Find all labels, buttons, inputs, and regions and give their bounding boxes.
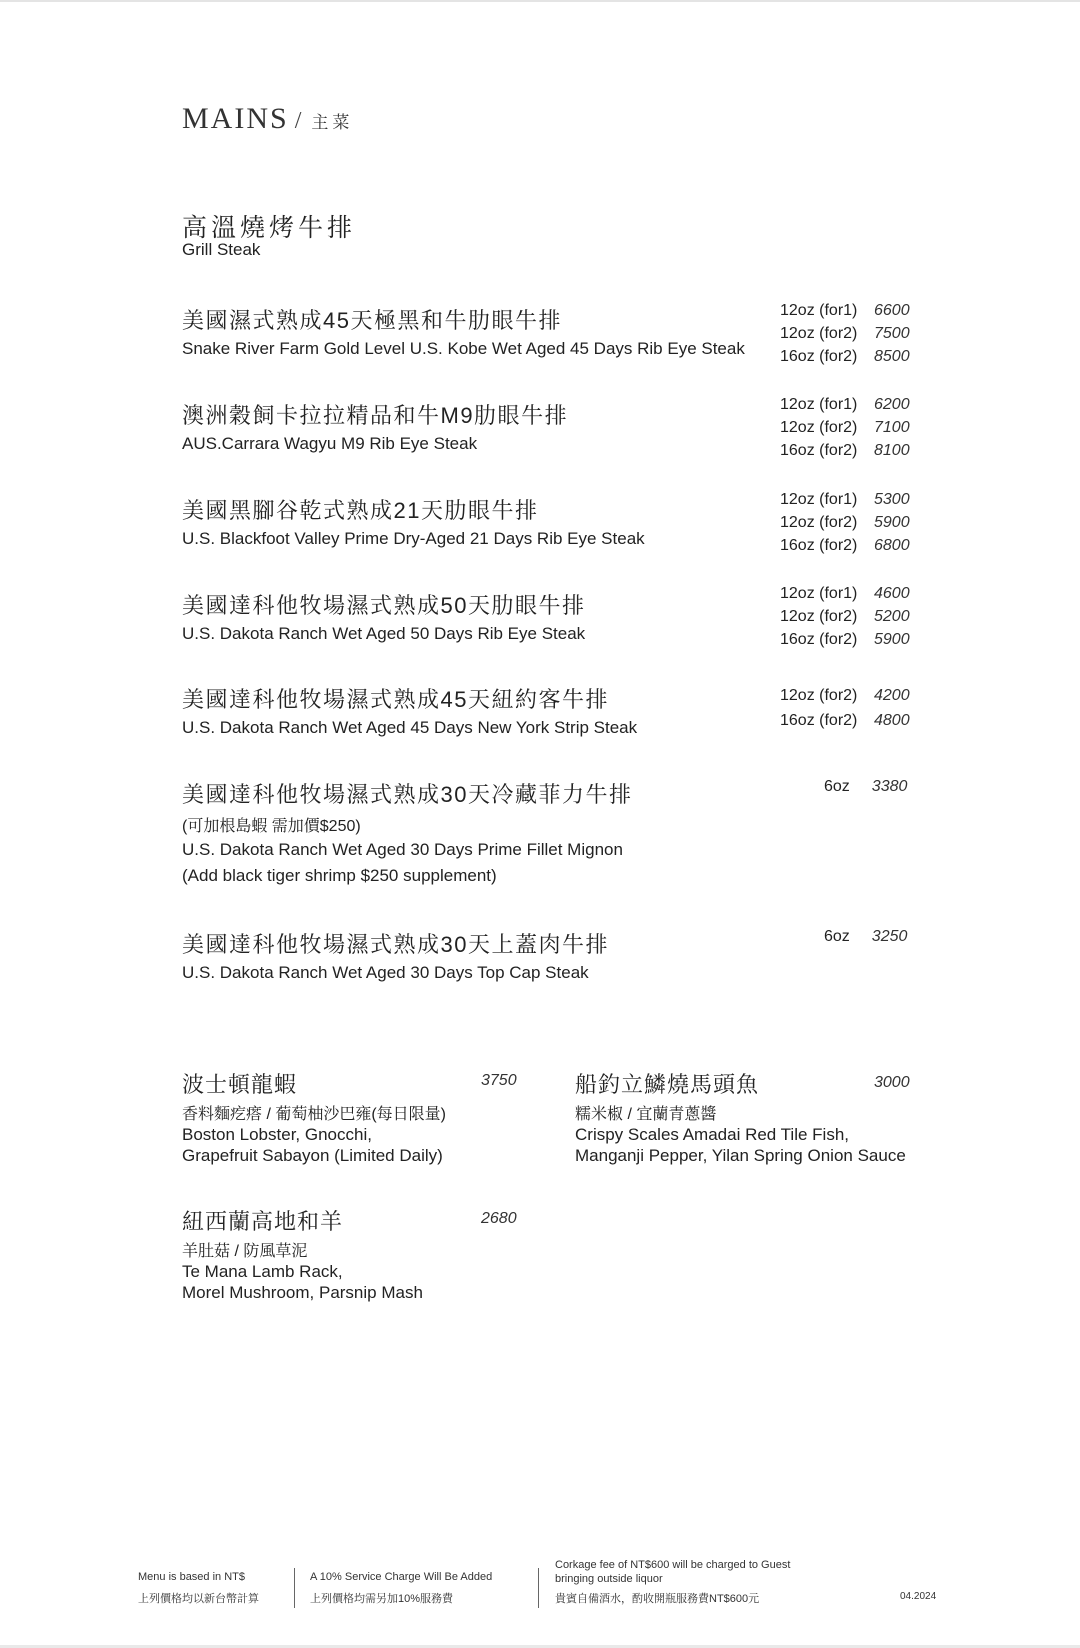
price: 5900 bbox=[874, 513, 910, 531]
portion: 6oz bbox=[824, 778, 850, 795]
price-row bbox=[780, 393, 910, 416]
item-name-en: U.S. Dakota Ranch Wet Aged 50 Days Rib Eye Steak bbox=[182, 624, 586, 643]
item-name-zh: 船釣立鱗燒馬頭魚 bbox=[575, 1072, 760, 1097]
price-row bbox=[780, 416, 910, 439]
footer-currency-en: Menu is based in NT$ bbox=[138, 1571, 245, 1583]
price: 4600 bbox=[874, 584, 910, 602]
item-note-zh: (可加根島蝦 需加價$250) bbox=[182, 818, 361, 835]
footer-date: 04.2024 bbox=[900, 1591, 937, 1602]
menu-item bbox=[182, 399, 568, 454]
price: 6600 bbox=[874, 301, 910, 319]
item-description-en: Morel Mushroom, Parsnip Mash bbox=[182, 1283, 423, 1302]
item-name-zh: 美國濕式熟成45天極黑和牛肋眼牛排 bbox=[182, 308, 562, 333]
portion: 12oz (for2) bbox=[780, 513, 858, 531]
price: 3750 bbox=[481, 1072, 517, 1089]
item-description-zh: 香料麵疙瘩 / 葡萄柚沙巴雍(每日限量) bbox=[182, 1106, 446, 1123]
title-zh: 主菜 bbox=[311, 113, 354, 132]
price: 4200 bbox=[874, 686, 910, 704]
special-item bbox=[182, 1205, 423, 1303]
price: 7100 bbox=[874, 418, 910, 436]
item-description-zh: 糯米椒 / 宜蘭青蔥醬 bbox=[575, 1106, 717, 1123]
price-list bbox=[780, 299, 910, 368]
footer-corkage-zh: 貴賓自備酒水，酌收開瓶服務費NT$600元 bbox=[555, 1593, 760, 1605]
portion: 16oz (for2) bbox=[780, 536, 858, 554]
price-list bbox=[780, 582, 910, 651]
price-row bbox=[780, 605, 910, 628]
price-row bbox=[780, 322, 910, 345]
item-name-en: AUS.Carrara Wagyu M9 Rib Eye Steak bbox=[182, 434, 478, 453]
price-row bbox=[780, 299, 910, 322]
item-name-zh: 美國黑腳谷乾式熟成21天肋眼牛排 bbox=[182, 498, 539, 523]
price: 8500 bbox=[874, 347, 910, 365]
portion: 12oz (for1) bbox=[780, 490, 858, 508]
price-list bbox=[780, 488, 910, 557]
menu-item bbox=[182, 304, 745, 359]
price: 6200 bbox=[874, 395, 910, 413]
footer-corkage-en: Corkage fee of NT$600 will be charged to Guest bbox=[555, 1559, 791, 1571]
item-name-en: U.S. Dakota Ranch Wet Aged 30 Days Top Cap Steak bbox=[182, 963, 589, 982]
item-note-en: (Add black tiger shrimp $250 supplement) bbox=[182, 866, 497, 885]
footer-divider bbox=[538, 1568, 539, 1608]
price: 8100 bbox=[874, 441, 910, 459]
portion: 12oz (for1) bbox=[780, 584, 858, 602]
item-name-zh: 紐西蘭高地和羊 bbox=[182, 1209, 344, 1234]
footer-divider bbox=[294, 1568, 295, 1608]
item-name-en: Boston Lobster, Gnocchi, bbox=[182, 1125, 372, 1144]
item-description-en: Manganji Pepper, Yilan Spring Onion Sauce bbox=[575, 1146, 906, 1165]
price: 2680 bbox=[481, 1210, 517, 1227]
item-name-en: Te Mana Lamb Rack, bbox=[182, 1262, 343, 1281]
portion: 12oz (for2) bbox=[780, 418, 858, 436]
price: 3250 bbox=[871, 928, 908, 945]
footer-corkage-en-line2: bringing outside liquor bbox=[555, 1573, 663, 1585]
special-item bbox=[575, 1068, 906, 1166]
item-name-zh: 澳洲穀飼卡拉拉精品和牛M9肋眼牛排 bbox=[182, 403, 569, 428]
price-row bbox=[780, 534, 910, 557]
item-name-zh: 美國達科他牧場濕式熟成30天上蓋肉牛排 bbox=[182, 932, 609, 957]
portion: 12oz (for2) bbox=[780, 686, 858, 704]
title-separator: / bbox=[294, 108, 304, 134]
price-row bbox=[824, 778, 907, 796]
portion: 12oz (for2) bbox=[780, 607, 858, 625]
portion: 12oz (for1) bbox=[780, 395, 858, 413]
portion: 12oz (for2) bbox=[780, 324, 858, 342]
price: 5200 bbox=[874, 607, 910, 625]
portion: 6oz bbox=[824, 928, 850, 945]
portion: 16oz (for2) bbox=[780, 711, 858, 729]
price-row bbox=[780, 439, 910, 462]
menu-item bbox=[182, 928, 609, 983]
price-row bbox=[780, 582, 910, 605]
price-row bbox=[780, 511, 910, 534]
price-row bbox=[780, 683, 910, 708]
item-name-en: Snake River Farm Gold Level U.S. Kobe Wet Aged 45 Days Rib Eye Steak bbox=[182, 339, 745, 358]
menu-item bbox=[182, 589, 585, 644]
page-title bbox=[182, 102, 353, 136]
price: 3000 bbox=[874, 1074, 910, 1091]
price-row bbox=[780, 708, 910, 733]
price: 5900 bbox=[874, 630, 910, 648]
price-list bbox=[780, 393, 910, 462]
price: 6800 bbox=[874, 536, 910, 554]
title-en: MAINS bbox=[182, 102, 289, 135]
item-name-en: Crispy Scales Amadai Red Tile Fish, bbox=[575, 1125, 849, 1144]
price-row bbox=[780, 488, 910, 511]
menu-item bbox=[182, 683, 637, 738]
footer-service-zh: 上列價格均需另加10%服務費 bbox=[310, 1593, 454, 1605]
item-description-en: Grapefruit Sabayon (Limited Daily) bbox=[182, 1146, 443, 1165]
portion: 12oz (for1) bbox=[780, 301, 858, 319]
price: 5300 bbox=[874, 490, 910, 508]
footer-service-en: A 10% Service Charge Will Be Added bbox=[310, 1571, 493, 1583]
item-name-zh: 美國達科他牧場濕式熟成45天紐約客牛排 bbox=[182, 687, 609, 712]
item-name-en: U.S. Dakota Ranch Wet Aged 30 Days Prime Fillet Mignon bbox=[182, 840, 623, 859]
special-item bbox=[182, 1068, 446, 1166]
section-title-en: Grill Steak bbox=[182, 240, 261, 259]
portion: 16oz (for2) bbox=[780, 347, 858, 365]
price-row bbox=[824, 928, 907, 946]
item-name-en: U.S. Dakota Ranch Wet Aged 45 Days New York Strip Steak bbox=[182, 718, 638, 737]
price: 7500 bbox=[874, 324, 910, 342]
price: 3380 bbox=[871, 778, 908, 795]
item-name-zh: 美國達科他牧場濕式熟成50天肋眼牛排 bbox=[182, 593, 586, 618]
price-row bbox=[780, 628, 910, 651]
footer-currency-zh: 上列價格均以新台幣計算 bbox=[138, 1593, 259, 1605]
menu-item bbox=[182, 494, 645, 549]
item-description-zh: 羊肚菇 / 防風草泥 bbox=[182, 1243, 308, 1260]
price-list bbox=[780, 683, 910, 733]
price: 4800 bbox=[874, 711, 910, 729]
item-name-zh: 波士頓龍蝦 bbox=[182, 1072, 298, 1097]
item-name-zh: 美國達科他牧場濕式熟成30天冷藏菲力牛排 bbox=[182, 782, 633, 807]
portion: 16oz (for2) bbox=[780, 630, 858, 648]
item-name-en: U.S. Blackfoot Valley Prime Dry-Aged 21 Days Rib Eye Steak bbox=[182, 529, 645, 548]
section-title-zh: 高溫燒烤牛排 bbox=[182, 214, 357, 242]
menu-item bbox=[182, 778, 632, 886]
price-row bbox=[780, 345, 910, 368]
portion: 16oz (for2) bbox=[780, 441, 858, 459]
